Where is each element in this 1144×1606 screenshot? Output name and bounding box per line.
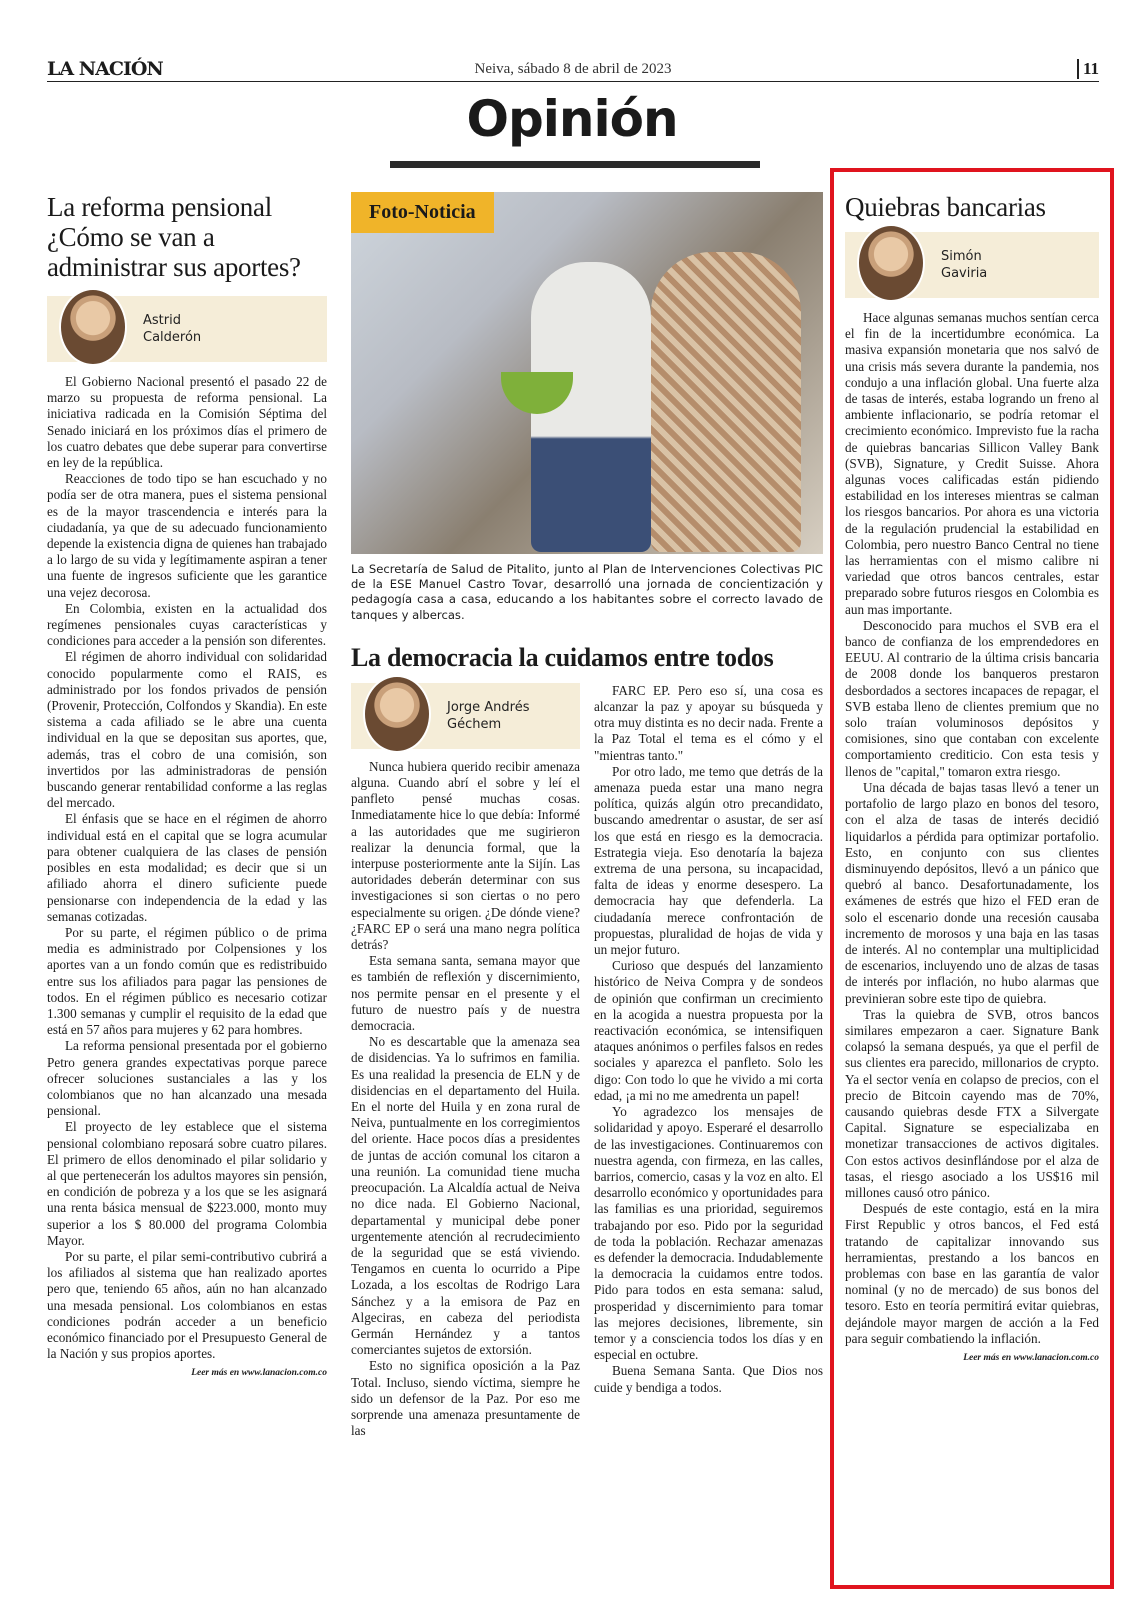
article-headline: La democracia la cuidamos entre todos — [351, 642, 774, 672]
paragraph: Hace algunas semanas muchos sentían cerca el fin de la incertidumbre económica. La masiva expansión monetaria que nos salvó de una crisis más severa durante la pandemia, nos condujo a una inflación global. Una fuerte alza de tasas de interés, estaba logrando un freno al ambiente inflacionario, se podría retomar el crecimiento económico. Imprevisto fue la racha de quiebras bancarias Sillicon Valley Bank (SVB), Signature, y Credit Suisse. Ahora algunas voces calificadas están pidiendo estabilidad en los intereses mientras se calman los riesgos bancarios. Por ahora es una victoria de la regulación prudencial la estabilidad en Colombia, pero nuestro Banco Central no tiene las herramientas con el mismo calibre ni variedad que otros bancos centrales, estar preparado sobre futuros riesgos en Colombia es aun mas importante. — [845, 310, 1099, 617]
read-more-link[interactable]: Leer más en www.lanacion.com.co — [963, 1353, 1099, 1363]
byline — [351, 683, 580, 749]
paragraph: Reacciones de todo tipo se han escuchado y no podía ser de otra manera, pues el sistema pensional es de la mayor trascendencia e interés para la ciudadanía, ya que de su adecuado funcionamiento depende la existencia digna de quienes han trabajado a lo largo de su vida y legítimamente aspiran a tener una fuente de ingresos suficiente que les garantice una vejez decorosa. — [47, 471, 327, 600]
author-name: Jorge Andrés Géchem — [447, 699, 530, 732]
paragraph: No es descartable que la amenaza sea de disidencias. Ya lo sufrimos en familia. Es una realidad la presencia de ELN y de disidencias en el departamento del Huila. En el norte del Huila y en zona rural de Neiva, puntualmente en los corregimientos del oriente. Hace pocos días a presidentes de juntas de acción comunal los citaron a una reunión. La comunidad tiene mucha preocupación. La Alcaldía actual de Neiva no dice nada. El Gobierno Nacional, departamental y municipal debe poner urgentemente atención al recrudecimiento de la seguridad que se está viviendo. Tengamos en cuenta lo ocurrido a Pipe Lozada, a los escoltas de Rodrigo Lara Sánchez y a la emisora de Paz en Algeciras, en cabeza del periodista Germán Hernández y a tantos comerciantes sujetos de extorsión. — [351, 1034, 580, 1358]
article-body — [845, 310, 1099, 1347]
paragraph: La reforma pensional presentada por el gobierno Petro genera grandes expectativas porque parece ofrecer soluciones sustanciales a las y los colombianos que no han alcanzado una mesada pensional. — [47, 1038, 327, 1119]
article-pension-reform — [47, 192, 327, 1378]
section-title: Opinión — [466, 90, 678, 148]
author-photo — [59, 288, 127, 366]
article-bank-failures — [845, 192, 1099, 1363]
author-photo — [363, 675, 431, 753]
photo-tag: Foto-Noticia — [351, 192, 494, 233]
dateline: Neiva, sábado 8 de abril de 2023 — [474, 61, 672, 77]
paragraph: Yo agradezco los mensajes de solidaridad y apoyo. Esperaré el desarrollo de las investigaciones. Continuaremos con nuestra agenda, con firmeza, en las calles, barrios, comercio, casas y la voz en alto. El desarrollo económico y oportunidades para las familias es una prioridad, seguiremos trabajando por eso. Pido por la seguridad de toda la población. Rechazar amenazas es defender la democracia. Indudablemente la democracia la cuidamos entre todos. Pido para todos en esta semana: salud, prosperidad y discernimiento para tomar las mejores decisiones, libremente, sin temor y a consciencia todos los días y en especial en octubre. — [594, 1104, 823, 1363]
page-number: 11 — [1077, 59, 1099, 79]
byline — [845, 232, 1099, 298]
article-headline: La reforma pensional ¿Cómo se van a administrar sus aportes? — [47, 192, 301, 282]
paragraph: El énfasis que se hace en el régimen de ahorro individual está en el capital que se logra acumular para obtener cualquiera de las clases de pensión posibles en esta modalidad; es decir que si un afiliado ahorra el dinero suficiente puede pensionarse con independencia de la edad y las semanas cotizadas. — [47, 811, 327, 924]
paragraph: Por otro lado, me temo que detrás de la amenaza pueda estar una mano negra política, quizás algún otro precandidato, buscando amedrentar o asustar, de ser así los que está en riesgo es la democracia. Estrategia vieja. Eso denotaría la bajeza extrema de una persona, su incapacidad, falta de ideas y enorme desespero. La democracia hay que defenderla. La ciudadanía merece confrontación de propuestas, pluralidad de hojas de vida y un mejor futuro. — [594, 763, 823, 958]
paragraph: En Colombia, existen en la actualidad dos regímenes pensionales cuyas características y condiciones para acceder a la pensión son diferentes. — [47, 600, 327, 649]
newspaper-logo: LA NACIÓN — [47, 58, 163, 80]
paragraph: Por su parte, el pilar semi-contributivo cubrirá a los afiliados al sistema que han realizado aportes pero que, teniendo 65 años, aún no han alcanzado una mesada pensional. Los colombianos en estas condiciones podrán acceder a un beneficio económico financiado por el Presupuesto General de la Nación y sus propios aportes. — [47, 1248, 327, 1362]
photo-resident — [651, 252, 801, 552]
section-rule — [390, 161, 760, 168]
read-more-link[interactable]: Leer más en www.lanacion.com.co — [191, 1368, 327, 1379]
article-body-left — [351, 759, 580, 1440]
news-photo — [351, 192, 823, 554]
paragraph: Nunca hubiera querido recibir amenaza alguna. Cuando abrí el sobre y leí el panfleto pensé muchas cosas. Inmediatamente hice lo que debía: Informé a las autoridades que me sugirieron realizar la denuncia formal, que la interpuse posteriormente ante la Sijín. Las autoridades deberán determinar con sus investigaciones si son ciertas o no pero especialmente su origen. ¿De dónde viene? ¿FARC EP o será una mano negra política detrás? — [351, 758, 580, 953]
paragraph: Curioso que después del lanzamiento histórico de Neiva Compra y de sondeos de opinión que confirman un crecimiento en la acogida a nuestra propuesta por la reactivación económica, se intensifiquen ataques anónimos o perfiles falsos en redes sociales y aparezca el panfleto. Solo les digo: Con todo lo que he vivido a mi corta edad, ¡a mi no me amedrenta un papel! — [594, 958, 823, 1103]
paragraph: FARC EP. Pero eso sí, una cosa es alcanzar la paz y apoyar su búsqueda y otra muy distinta es no decir nada. Frente a la Paz Total el tema es el cómo y el "mientras tanto." — [594, 682, 823, 763]
paragraph: Esto no significa oposición a la Paz Total. Incluso, siendo víctima, siempre he sido un defensor de la Paz. Por eso me sorprende una amenaza presuntamente de las — [351, 1358, 580, 1439]
paragraph: El Gobierno Nacional presentó el pasado 22 de marzo su propuesta de reforma pensional. La iniciativa radicada en la Comisión Séptima del Senado iniciará en los próximos días el primero de los cuatro debates que debe superar para convertirse en ley de la república. — [47, 374, 327, 471]
byline — [47, 296, 327, 362]
paragraph: Desconocido para muchos el SVB era el banco de confianza de los emprendedores en EEUU. Al contrario de la última crisis bancaria de 2008 donde los banqueros prestaron desbordados a sectores incapaces de repagar, el SVB estaba lleno de clientes premium que no solo traían voluminosos depósitos y comisiones, sino que contaban con excelente comportamiento crediticio. Con esta tesis y llenos de "capital," tomaron extra riesgo. — [845, 617, 1099, 779]
paragraph: Esta semana santa, semana mayor que es también de reflexión y discernimiento, nos permite pensar en el presente y el futuro de nuestro país y de nuestra democracia. — [351, 953, 580, 1034]
masthead — [47, 58, 1099, 82]
paragraph: Después de este contagio, está en la mira First Republic y otros bancos, el Fed está tratando de capitalizar innovando sus herramientas, prestando a los bancos en problemas con base en las garantía de valor nominal (y no de mercado) de sus bonos del tesoro. Esto en teoría permitirá evitar quiebras, dejándole mayor margen de acción a la Fed para seguir combatiendo la inflación. — [845, 1201, 1099, 1346]
author-name: Simón Gaviria — [941, 249, 988, 281]
paragraph: Una década de bajas tasas llevó a tener un portafolio de largo plazo en bonos del tesoro, con el alza de tasas de interés decidió liquidarlos a pérdida para optimizar portafolio. Esto, en conjunto con sus clientes disminuyendo depósitos, llevó a un pánico que quebró al banco. Desafortunadamente, los exámenes de estrés que hizo el FED eran de solo el escenario donde una recesión causaba incremento de morosos y una baja en las tasas de interés. Al no contemplar una multiplicidad de escenarios, incluyendo uno de alzas de tasas de interés por inflación, no hubo alarmas que previnieran sobre este tipo de quiebra. — [845, 779, 1099, 1006]
article-body-right — [594, 683, 823, 1396]
paragraph: Buena Semana Santa. Que Dios nos cuide y bendiga a todos. — [594, 1363, 823, 1395]
paragraph: Tras la quiebra de SVB, otros bancos similares empezaron a caer. Signature Bank colapsó la semana después, ya que el perfil de sus clientes era parecido, millonarios de crypto. Ya el sector venía en colapso de precios, con el precio de Bitcoin cayendo mas de 70%, causando quiebras desde FTX a Silvergate Capital. Signature se especializaba en monetizar transacciones de activos digitales. Con estos activos desinflándose por el alza de tasas, el riesgo asociado a los US$16 mil millones causó otro pánico. — [845, 1006, 1099, 1200]
paragraph: Por su parte, el régimen público o de prima media es administrado por Colpensiones y los aportes van a un fondo común que es redistribuido entre sus los afiliados para pagar las pensiones de todos. En el régimen público es necesario cotizar 1.300 semanas y cumplir el requisito de la edad que está en 57 años para mujeres y 62 para hombres. — [47, 924, 327, 1038]
article-headline: Quiebras bancarias — [845, 192, 1046, 222]
author-photo — [857, 224, 925, 302]
author-name: Astrid Calderón — [143, 313, 202, 345]
paragraph: El régimen de ahorro individual con solidaridad conocido popularmente como el RAIS, es administrado por los fondos privados de pensión (Provenir, Protección, Colfondos y Skandia). En este sistema a cada afiliado se le abre una cuenta individual en la que se depositan sus aportes, que, además, tras el cobro de una comisión, son invertidos por las administradoras de pensión buscando generar rentabilidad conforme a las reglas del mercado. — [47, 649, 327, 811]
center-column — [351, 192, 823, 1439]
photo-caption: La Secretaría de Salud de Pitalito, junto al Plan de Intervenciones Colectivas PIC de la ESE Manuel Castro Tovar, desarrolló una jornada de concientización y pedagogía casa a casa, educando a los habitantes sobre el correcto lavado de tanques y albercas. — [351, 562, 823, 622]
article-body — [47, 374, 327, 1362]
paragraph: El proyecto de ley establece que el sistema pensional colombiano reposará sobre cuatro pilares. El primero de ellos denominado el pilar solidario y al que pertenecerán los adultos mayores sin pensión, en condición de pobreza y a los que se les asignará una renta básica mensual de $223.000, monto muy superior a los $ 80.000 del programa Colombia Mayor. — [47, 1119, 327, 1248]
article-democracy — [351, 683, 823, 1440]
